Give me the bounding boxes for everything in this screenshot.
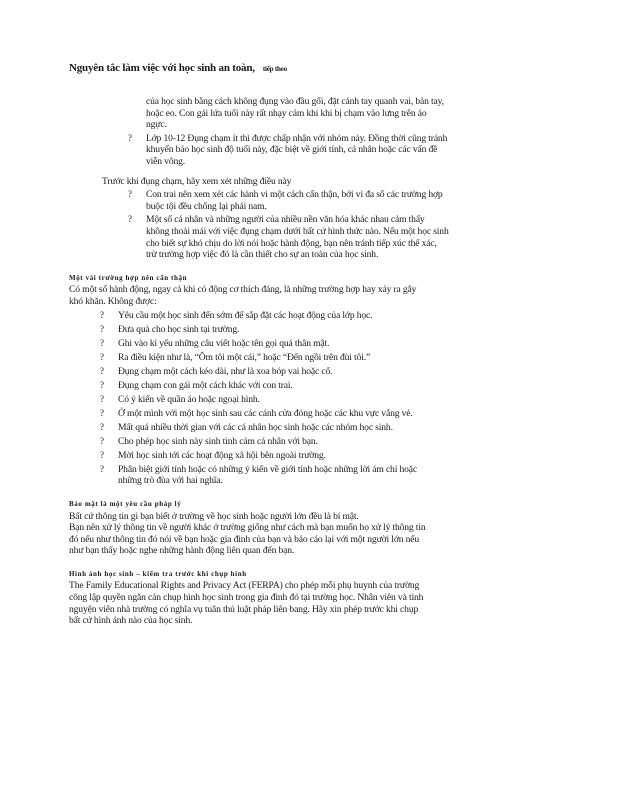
- text-line: Con trai nên xem xét các hành vi một cách cẩn thận, bởi vì đa số các trường hợp: [146, 189, 443, 201]
- text-line: những trò đùa với hai nghĩa.: [118, 475, 223, 487]
- text-line: Bạn nên xử lý thông tin về người khác ở trường giống như cách mà bạn muốn họ xử lý thông tin: [69, 522, 426, 534]
- caution-list: [69, 310, 553, 487]
- photo-policy-text: [69, 580, 553, 626]
- bullet-marker: ?: [100, 393, 104, 404]
- text-line: như bạn thấy hoặc nghe những hành động liên quan đến bạn.: [69, 545, 295, 557]
- text-line: trừ trường hợp việc đó là cần thiết cho sự an toàn của học sinh.: [146, 249, 379, 261]
- bullet-marker: ?: [128, 189, 132, 200]
- text-line: Ghi vào kỉ yếu những câu viết hoặc tên gọi quá thân mật.: [118, 337, 330, 349]
- text-line: Bất cứ thông tin gì bạn biết ở trường về học sinh hoặc người lớn đều là bí mật.: [69, 510, 359, 522]
- section-heading: Một vài trường hợp nên cẩn thận: [69, 273, 188, 282]
- bullet-marker: ?: [100, 463, 104, 474]
- text-line: viễn vông.: [146, 155, 186, 167]
- bullet-item: [69, 133, 553, 168]
- list-item: [69, 324, 553, 336]
- text-line: Yêu cầu một học sinh đến sớm để sắp đặt các hoạt động của lớp học.: [118, 309, 373, 321]
- section-intro: [69, 284, 553, 307]
- text-line: buộc tội đều chống lại phái nam.: [146, 200, 267, 212]
- text-line: The Family Educational Rights and Privacy Act (FERPA) cho phép mỗi phụ huynh của trường: [69, 580, 420, 592]
- bullet-marker: ?: [100, 449, 104, 460]
- bullet-marker: ?: [100, 379, 104, 390]
- bullet-marker: ?: [128, 132, 132, 143]
- text-line: Đụng chạm con gái một cách khác với con trai.: [118, 379, 293, 391]
- text-line: Ở một mình với một học sinh sau các cánh cửa đóng hoặc các khu vực vắng vẻ.: [118, 407, 413, 419]
- bullet-marker: ?: [100, 421, 104, 432]
- text-line: Đưa quà cho học sinh tại trường.: [118, 323, 240, 335]
- list-item: [69, 310, 553, 322]
- list-item: [69, 380, 553, 392]
- text-line: công lập quyền ngăn cản chụp hình học sinh trong gia đình đó tại trường học. Nhân viên và tình: [69, 592, 424, 604]
- bullet-marker: ?: [100, 435, 104, 446]
- text-line: đó nếu như thông tin đó nói về bạn hoặc gia đình của bạn và báo cáo lại với một người lớn nếu: [69, 533, 420, 545]
- consider-intro: Trước khi đụng chạm, hãy xem xét những điều này: [102, 175, 292, 187]
- bullet-marker: ?: [100, 407, 104, 418]
- list-item: [69, 450, 553, 462]
- continuation-text: [146, 96, 553, 131]
- text-line: bất cứ hình ảnh nào của học sinh.: [69, 615, 193, 627]
- text-line: Có một số hành động, ngay cả khi có động cơ thích đáng, là những trường hợp hay xảy ra gây: [69, 284, 417, 296]
- list-item: [69, 338, 553, 350]
- text-line: không thoải mái với việc đụng chạm dưới bất cứ hình thức nào. Nếu một học sinh: [146, 225, 449, 237]
- bullet-marker: ?: [100, 323, 104, 334]
- bullet-marker: ?: [100, 351, 104, 362]
- bullet-marker: ?: [100, 365, 104, 376]
- text-line: nguyện viên nhà trường có nghĩa vụ tuân thủ luật pháp liên bang. Hãy xin phép trước khi chụp: [69, 603, 419, 615]
- bullet-item: [69, 214, 553, 260]
- confidentiality-text: [69, 511, 553, 557]
- text-line: ngực.: [146, 119, 167, 131]
- text-line: Một số cá nhân và những người của nhiều nền văn hóa khác nhau cảm thấy: [146, 214, 425, 226]
- list-item: [69, 408, 553, 420]
- text-line: khó khăn. Không được:: [69, 295, 157, 307]
- document-body: [69, 96, 553, 627]
- bullet-marker: ?: [100, 337, 104, 348]
- text-line: khuyến bảo học sinh độ tuổi này, đặc biệt về giới tính, cả nhân hoặc các vấn đề: [146, 144, 438, 156]
- text-line: Phân biệt giới tính hoặc có những ý kiến về giới tính hoặc những lời ám chỉ hoặc: [118, 463, 417, 475]
- list-item: [69, 366, 553, 378]
- text-line: Ra điều kiện như là, “Ôm tôi một cái,” hoặc “Đến ngồi trên đùi tôi.”: [118, 351, 371, 363]
- bullet-item: [69, 189, 553, 212]
- text-line: Cho phép học sinh này sinh tình cảm cá nhân với bạn.: [118, 435, 318, 447]
- list-item: [69, 464, 553, 487]
- text-line: Lớp 10-12 Đụng chạm ít thì được chấp nhận với nhóm này. Đồng thời cũng tránh: [146, 132, 448, 144]
- page-header: [69, 62, 589, 74]
- text-line: Có ý kiến về quần áo hoặc ngoại hình.: [118, 393, 260, 405]
- text-line: của học sinh bằng cách không đụng vào đầu gối, đặt cánh tay quanh vai, bàn tay,: [146, 96, 444, 107]
- section-heading: Hình ảnh học sinh – kiểm tra trước khi chụp hình: [69, 569, 247, 578]
- text-line: Đụng chạm một cách kéo dài, như là xoa bóp vai hoặc cổ.: [118, 365, 333, 377]
- list-item: [69, 422, 553, 434]
- bullet-marker: ?: [128, 214, 132, 225]
- header-title: Nguyên tắc làm việc với học sinh an toàn,: [69, 62, 255, 74]
- header-subtitle: tiếp theo: [262, 65, 287, 73]
- list-item: [69, 436, 553, 448]
- section-heading: Bảo mật là một yêu cầu pháp lý: [69, 499, 182, 508]
- text-line: Mất quá nhiều thời gian với các cá nhân học sinh hoặc các nhóm học sinh.: [118, 421, 393, 433]
- bullet-marker: ?: [100, 309, 104, 320]
- text-line: Mời học sinh tới các hoạt động xã hội bên ngoài trường.: [118, 449, 326, 461]
- list-item: [69, 352, 553, 364]
- list-item: [69, 394, 553, 406]
- text-line: cho biết sự khó chịu do lời nói hoặc hành động, bạn nên tránh tiếp xúc thể xác,: [146, 237, 437, 249]
- text-line: hoặc eo. Con gái lứa tuổi này rất nhạy cảm khi khi bị chạm vào lưng trên ảo: [146, 107, 427, 119]
